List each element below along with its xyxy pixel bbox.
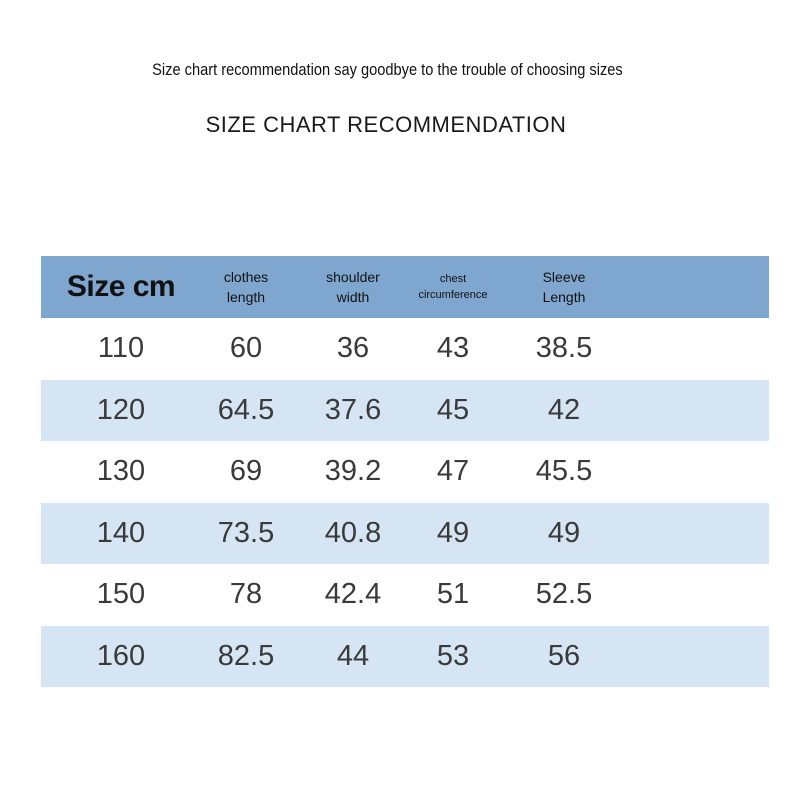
cell-shoulder-width: 36 xyxy=(336,332,370,365)
table-row xyxy=(41,318,769,380)
cell-shoulder-width: 40.8 xyxy=(324,516,382,549)
cell-clothes-length: 64.5 xyxy=(217,393,275,426)
cell-clothes-length: 73.5 xyxy=(217,516,275,549)
header-sleeve-length: Sleeve Length xyxy=(542,269,586,305)
cell-shoulder-width: 42.4 xyxy=(324,578,382,611)
cell-chest-circumference: 45 xyxy=(436,393,470,426)
cell-size: 160 xyxy=(96,639,146,672)
cell-sleeve-length: 56 xyxy=(547,639,581,672)
page-title: SIZE CHART RECOMMENDATION xyxy=(205,112,567,137)
size-table xyxy=(41,256,769,687)
cell-chest-circumference: 51 xyxy=(436,578,470,611)
cell-size: 110 xyxy=(97,332,145,365)
cell-size: 130 xyxy=(96,455,146,488)
header-size: Size cm xyxy=(66,270,176,303)
table-row xyxy=(41,380,769,442)
cell-clothes-length: 82.5 xyxy=(217,639,275,672)
table-row xyxy=(41,564,769,626)
cell-sleeve-length: 49 xyxy=(547,516,581,549)
cell-sleeve-length: 38.5 xyxy=(535,332,593,365)
tagline: Size chart recommendation say goodbye to the trouble of choosing sizes xyxy=(152,60,623,79)
cell-clothes-length: 60 xyxy=(229,332,263,365)
header-chest-circumference: chest circumference xyxy=(418,273,488,301)
cell-chest-circumference: 53 xyxy=(436,639,470,672)
cell-chest-circumference: 47 xyxy=(436,455,470,488)
table-row xyxy=(41,503,769,565)
cell-shoulder-width: 39.2 xyxy=(324,455,382,488)
cell-size: 140 xyxy=(96,516,146,549)
cell-sleeve-length: 45.5 xyxy=(535,455,593,488)
cell-chest-circumference: 49 xyxy=(436,516,470,549)
cell-shoulder-width: 37.6 xyxy=(324,393,382,426)
cell-chest-circumference: 43 xyxy=(436,332,470,365)
table-row xyxy=(41,441,769,503)
cell-size: 150 xyxy=(96,578,146,611)
cell-sleeve-length: 42 xyxy=(547,393,581,426)
header-shoulder-width: shoulder width xyxy=(326,269,380,305)
header-clothes-length: clothes length xyxy=(223,269,269,305)
cell-clothes-length: 69 xyxy=(229,455,263,488)
cell-shoulder-width: 44 xyxy=(336,639,370,672)
table-row xyxy=(41,626,769,688)
cell-size: 120 xyxy=(96,393,146,426)
table-header-row xyxy=(41,256,769,318)
cell-sleeve-length: 52.5 xyxy=(535,578,593,611)
cell-clothes-length: 78 xyxy=(229,578,263,611)
